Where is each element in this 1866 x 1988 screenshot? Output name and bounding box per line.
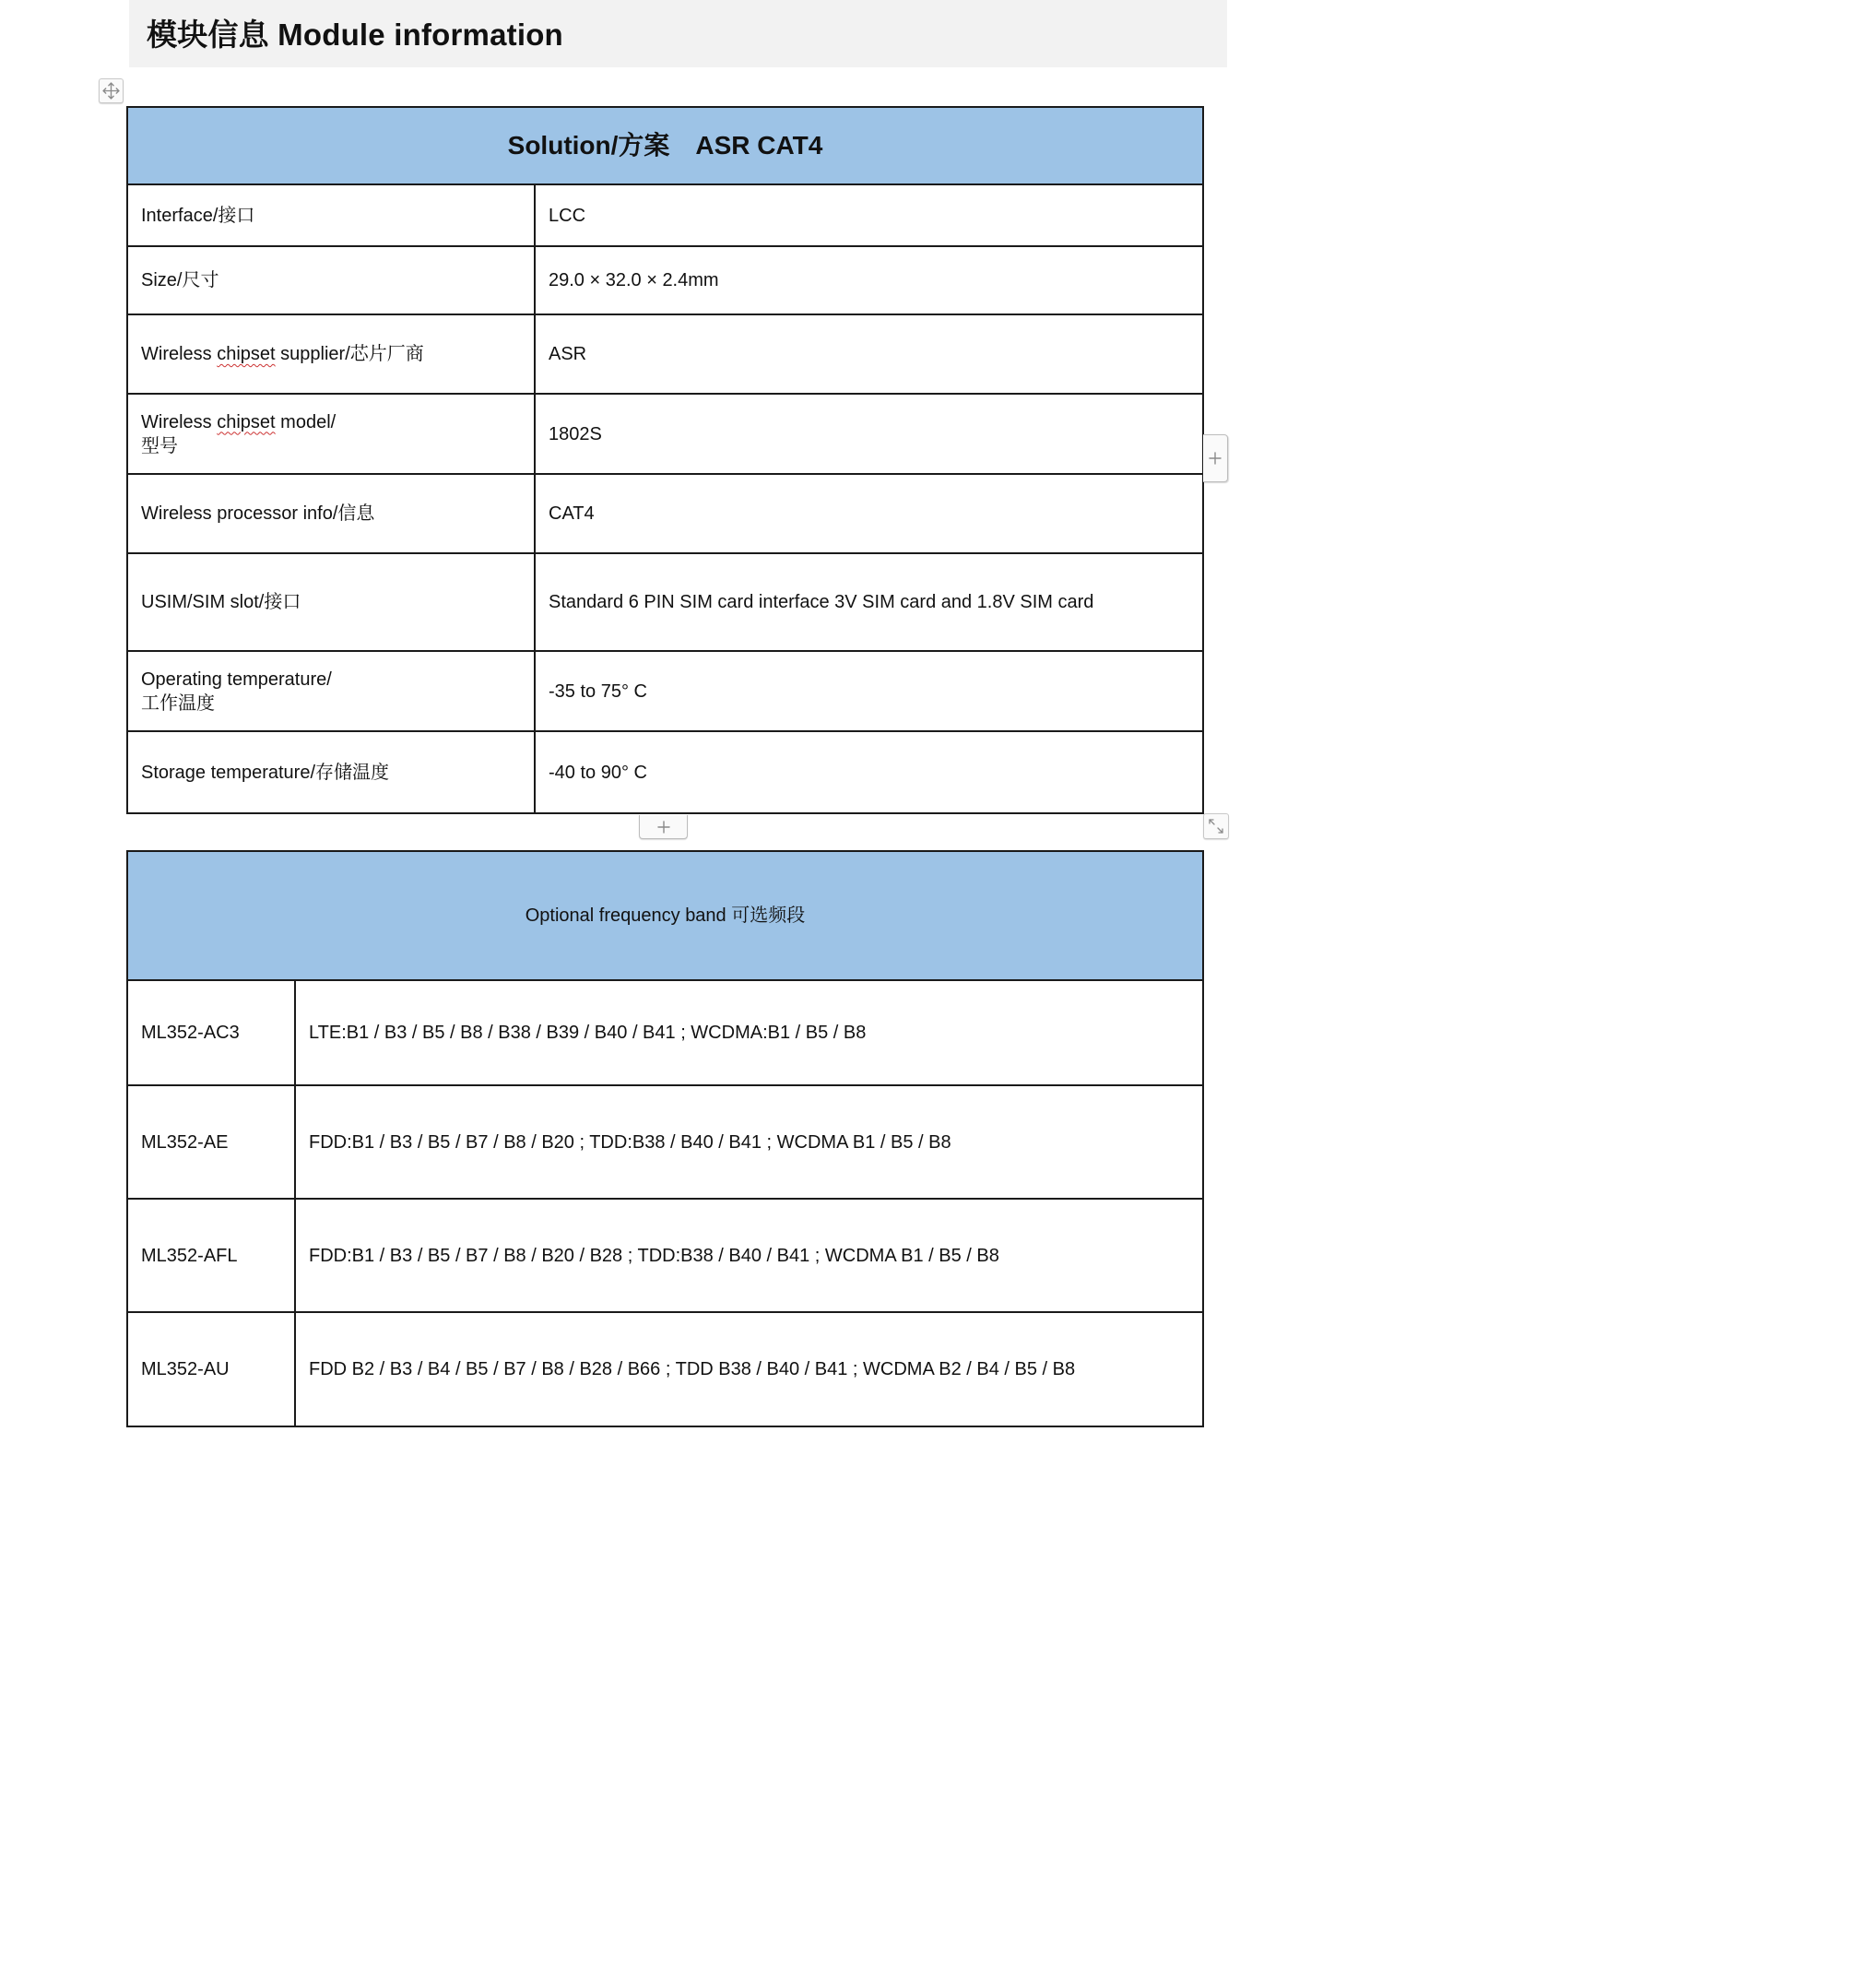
table-row (127, 553, 1203, 651)
band-header-cell[interactable]: Optional frequency band 可选频段 (127, 851, 1203, 980)
add-row-button[interactable] (639, 815, 688, 839)
table-row (127, 246, 1203, 314)
bands-cell[interactable]: FDD B2 / B3 / B4 / B5 / B7 / B8 / B28 / B66 ; TDD B38 / B40 / B41 ; WCDMA B2 / B4 / B5 / B8 (295, 1312, 1203, 1426)
row-value-cell[interactable]: ASR (535, 314, 1203, 394)
bands-cell[interactable]: FDD:B1 / B3 / B5 / B7 / B8 / B20 / B28 ; TDD:B38 / B40 / B41 ; WCDMA B1 / B5 / B8 (295, 1199, 1203, 1312)
label-text: Operating temperature/ (141, 669, 332, 690)
section-heading-band (129, 0, 1227, 67)
model-cell[interactable]: ML352-AE (127, 1085, 295, 1199)
row-label-cell[interactable] (127, 314, 535, 394)
row-label-cell[interactable] (127, 394, 535, 474)
plus-icon (1209, 452, 1222, 465)
label-text: Wireless (141, 344, 218, 364)
label-text: Wireless (141, 411, 218, 432)
spellcheck-flagged-word[interactable]: chipset (217, 411, 276, 432)
plus-icon (657, 821, 670, 834)
table-row (127, 651, 1203, 731)
band-header-row (127, 851, 1203, 980)
solution-header-row (127, 107, 1203, 184)
section-heading: 模块信息 Module information (147, 18, 563, 52)
frequency-band-table (126, 850, 1204, 1427)
row-value-cell[interactable]: CAT4 (535, 474, 1203, 553)
table-row (127, 1312, 1203, 1426)
table-row (127, 1199, 1203, 1312)
row-value-cell[interactable]: LCC (535, 184, 1203, 246)
resize-diagonal-icon (1207, 817, 1225, 835)
table-row (127, 184, 1203, 246)
table-row (127, 394, 1203, 474)
row-value-cell[interactable]: Standard 6 PIN SIM card interface 3V SIM card and 1.8V SIM card (535, 553, 1203, 651)
label-text: supplier/芯片厂商 (275, 344, 424, 364)
row-label-cell[interactable]: Size/尺寸 (127, 246, 535, 314)
table-resize-handle[interactable] (1203, 813, 1229, 839)
row-value-cell[interactable]: -40 to 90° C (535, 731, 1203, 813)
model-cell[interactable]: ML352-AC3 (127, 980, 295, 1085)
row-label-cell[interactable]: USIM/SIM slot/接口 (127, 553, 535, 651)
solution-table (126, 106, 1204, 814)
table-move-handle[interactable] (99, 78, 124, 103)
table-row (127, 314, 1203, 394)
table-row (127, 731, 1203, 813)
table-row (127, 980, 1203, 1085)
row-value-cell[interactable]: -35 to 75° C (535, 651, 1203, 731)
model-cell[interactable]: ML352-AFL (127, 1199, 295, 1312)
row-label-cell[interactable]: Wireless processor info/信息 (127, 474, 535, 553)
solution-header-cell[interactable]: Solution/方案 ASR CAT4 (127, 107, 1203, 184)
bands-cell[interactable]: FDD:B1 / B3 / B5 / B7 / B8 / B20 ; TDD:B38 / B40 / B41 ; WCDMA B1 / B5 / B8 (295, 1085, 1203, 1199)
row-label-cell[interactable]: Interface/接口 (127, 184, 535, 246)
label-text-line2: 工作温度 (141, 692, 215, 714)
table-row (127, 474, 1203, 553)
row-value-cell[interactable]: 1802S (535, 394, 1203, 474)
move-arrows-icon (101, 81, 121, 101)
label-text: model/ (275, 411, 337, 432)
row-label-cell[interactable] (127, 651, 535, 731)
model-cell[interactable]: ML352-AU (127, 1312, 295, 1426)
spellcheck-flagged-word[interactable]: chipset (217, 344, 276, 364)
row-label-cell[interactable]: Storage temperature/存储温度 (127, 731, 535, 813)
label-text-line2: 型号 (141, 435, 178, 456)
bands-cell[interactable]: LTE:B1 / B3 / B5 / B8 / B38 / B39 / B40 / B41 ; WCDMA:B1 / B5 / B8 (295, 980, 1203, 1085)
add-column-button[interactable] (1203, 434, 1228, 482)
row-value-cell[interactable]: 29.0 × 32.0 × 2.4mm (535, 246, 1203, 314)
table-row (127, 1085, 1203, 1199)
